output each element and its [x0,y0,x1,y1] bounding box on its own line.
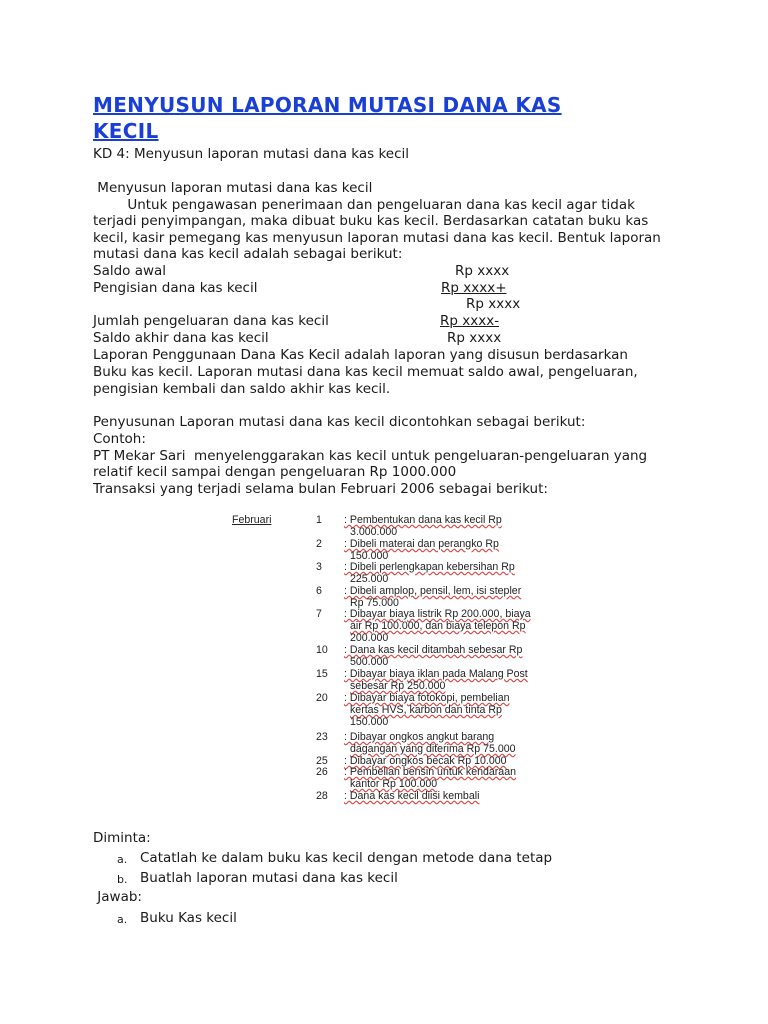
transaction-day: 10 [316,644,328,656]
paragraph3-line-5: Transaksi yang terjadi selama bulan Februari 2006 sebagai berikut: [93,481,548,497]
jawab-item-text: Buku Kas kecil [140,910,237,926]
paragraph2-line-1: Laporan Penggunaan Dana Kas Kecil adalah laporan yang disusun berdasarkan [93,347,628,363]
subheading: Menyusun laporan mutasi dana kas kecil [93,180,373,196]
transaction-desc: : Dana kas kecil diisi kembali [344,790,480,802]
transaction-month: Februari [232,514,272,526]
transaction-desc: : Pembelian bensin untuk kendaraan [344,766,516,778]
paragraph3-line-3: PT Mekar Sari menyelenggarakan kas kecil untuk pengeluaran-pengeluaran yang [93,448,648,464]
transaction-desc: : Dana kas kecil ditambah sebesar Rp [344,644,523,656]
transaction-desc: : Dibayar biaya listrik Rp 200.000, biaya [344,608,531,620]
intro-line-3: kecil, kasir pemegang kas menyusun laporan mutasi dana kas kecil. Bentuk laporan [93,230,661,246]
paragraph2-line-3: pengisian kembali dan saldo akhir kas kecil. [93,381,391,397]
transaction-desc: : Dibeli materai dan perangko Rp [344,538,499,550]
transaction-day: 2 [316,538,322,550]
transaction-day: 26 [316,766,328,778]
paragraph3-line-2: Contoh: [93,431,146,447]
paragraph3-line-4: relatif kecil sampai dengan pengeluaran Rp 1000.000 [93,464,457,480]
transaction-day: 23 [316,731,328,743]
transaction-desc: Rp 75.000 [350,597,399,609]
transaction-desc: 225.000 [350,573,389,585]
transaction-desc: kantor Rp 100.000 [350,778,438,790]
paragraph3-line-1: Penyusunan Laporan mutasi dana kas kecil dicontohkan sebagai berikut: [93,414,586,430]
transaction-desc: : Pembentukan dana kas kecil Rp [344,514,502,526]
subtotal-value: Rp xxxx [466,296,521,312]
transaction-desc: sebesar Rp 250.000 [350,680,446,692]
transaction-desc: 150.000 [350,716,389,728]
transaction-desc: 500.000 [350,656,389,668]
intro-line-1: Untuk pengawasan penerimaan dan pengeluaran dana kas kecil agar tidak [93,197,635,213]
transaction-day: 25 [316,755,328,767]
transaction-desc: : Dibayar biaya fotokopi, pembelian [344,692,510,704]
jumlah-pengeluaran-value: Rp xxxx- [440,313,500,329]
transaction-day: 28 [316,790,328,802]
transaction-desc: 150.000 [350,550,389,562]
saldo-akhir-label: Saldo akhir dana kas kecil [93,330,269,346]
transaction-desc: : Dibeli amplop, pensil, lem, isi stepler [344,585,522,597]
diminta-label: Diminta: [93,830,151,846]
transaction-day: 20 [316,692,328,704]
transaction-day: 7 [316,608,322,620]
diminta-item-text: Buatlah laporan mutasi dana kas kecil [140,870,398,886]
intro-line-4: mutasi dana kas kecil adalah sebagai berikut: [93,246,403,262]
saldo-awal-value: Rp xxxx [455,263,510,279]
transaction-day: 6 [316,585,322,597]
page-title-line-2: KECIL [93,119,159,143]
transaction-desc: : Dibayar ongkos becak Rp 10.000 [344,755,507,767]
transaction-desc: dagangan yang diterima Rp 75.000 [350,743,516,755]
kd-line: KD 4: Menyusun laporan mutasi dana kas kecil [93,146,410,162]
diminta-item-letter: a. [117,853,128,866]
transaction-desc: air Rp 100.000, dan biaya telepon Rp [350,620,526,632]
transaction-desc: kertas HVS, karbon dan tinta Rp [350,704,502,716]
transaction-image-table [228,508,546,800]
saldo-akhir-value: Rp xxxx [447,330,502,346]
transaction-desc: : Dibeli perlengkapan kebersihan Rp [344,561,515,573]
page-title-line-1: MENYUSUN LAPORAN MUTASI DANA KAS [93,93,562,117]
pengisian-label: Pengisian dana kas kecil [93,280,258,296]
intro-line-2: terjadi penyimpangan, maka dibuat buku kas kecil. Berdasarkan catatan buku kas [93,213,649,229]
jumlah-pengeluaran-label: Jumlah pengeluaran dana kas kecil [93,313,329,329]
paragraph2-line-2: Buku kas kecil. Laporan mutasi dana kas kecil memuat saldo awal, pengeluaran, [93,364,638,380]
transaction-desc: 3.000.000 [350,526,398,538]
transaction-day: 15 [316,668,328,680]
jawab-item-letter: a. [117,913,128,926]
pengisian-value: Rp xxxx+ [441,280,507,296]
transaction-day: 3 [316,561,322,573]
transaction-day: 1 [316,514,322,526]
transaction-desc: 200.000 [350,632,389,644]
diminta-item-text: Catatlah ke dalam buku kas kecil dengan metode dana tetap [140,850,553,866]
jawab-label: Jawab: [93,889,142,905]
diminta-item-letter: b. [117,873,128,886]
transaction-desc: : Dibayar biaya iklan pada Malang Post [344,668,528,680]
saldo-awal-label: Saldo awal [93,263,167,279]
transaction-desc: : Dibayar ongkos angkut barang [344,731,495,743]
